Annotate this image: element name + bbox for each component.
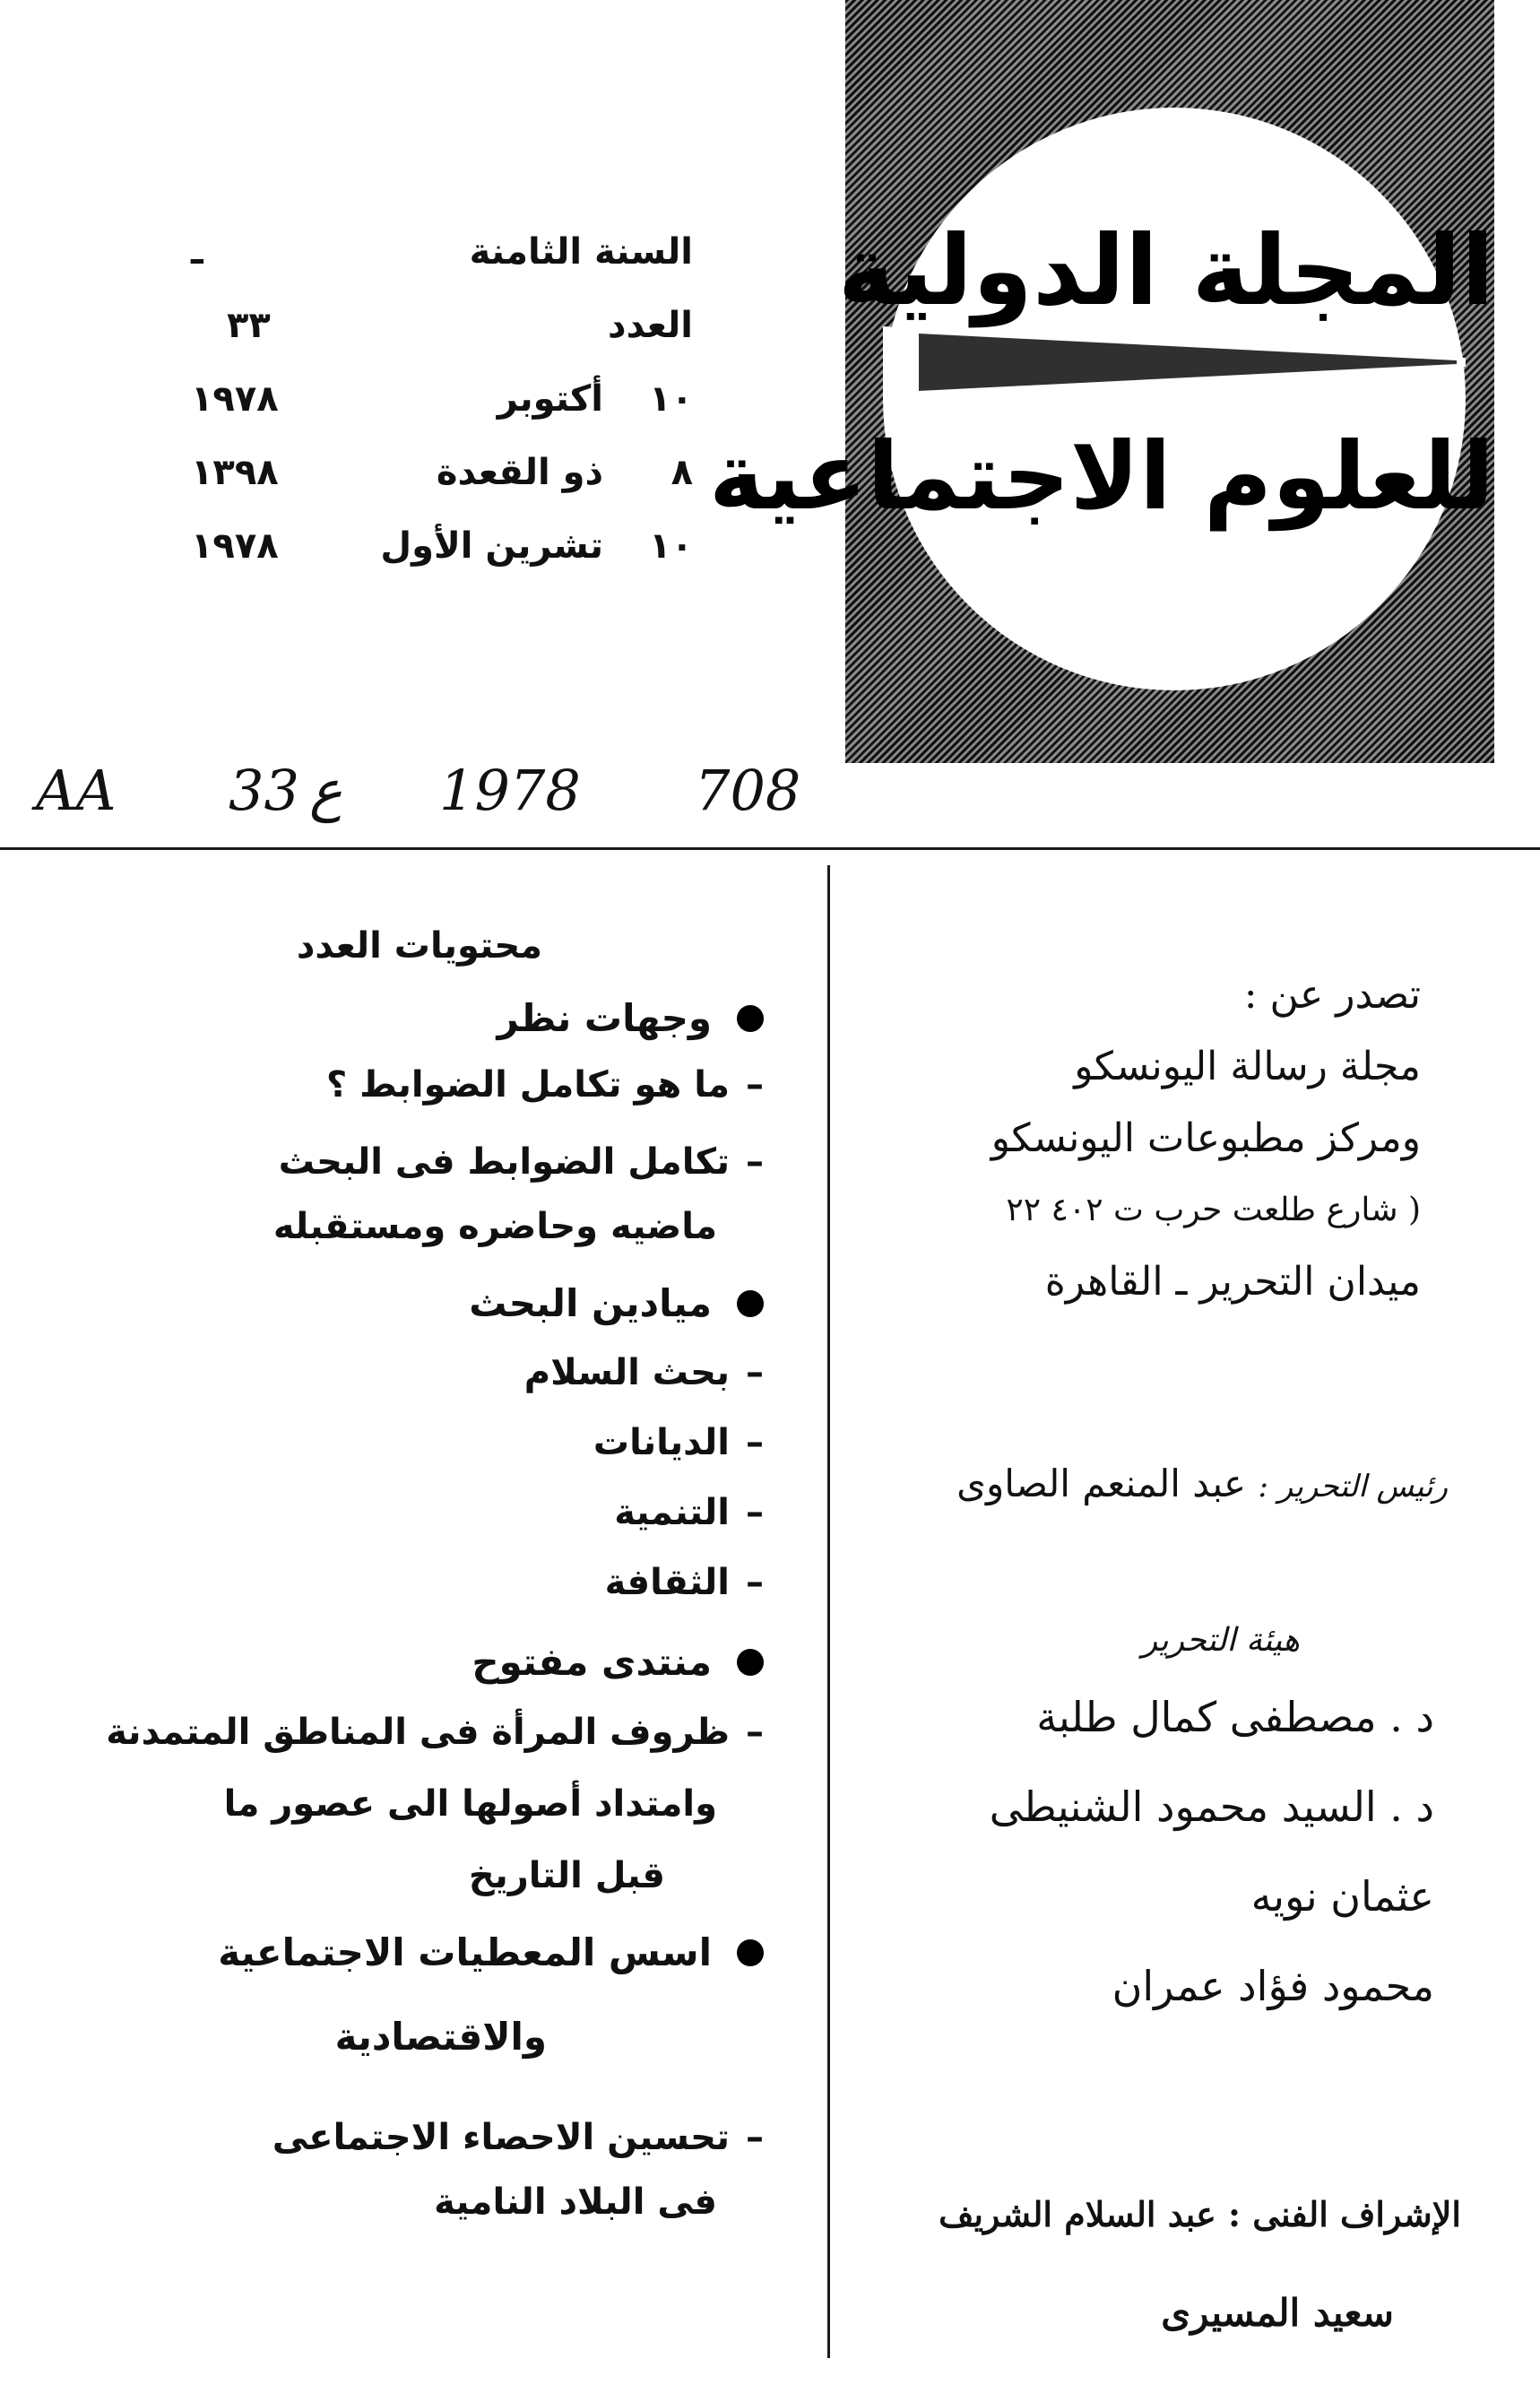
item-line: الثقافة — [604, 1562, 730, 1603]
vertical-divider — [827, 865, 830, 2358]
contents-heading: محتويات العدد — [296, 925, 542, 967]
publisher-line: ميدان التحرير ـ القاهرة — [1044, 1259, 1421, 1305]
tech-name: عبد السلام الشريف — [939, 2194, 1216, 2234]
handwritten-letter: ع — [309, 758, 342, 823]
bullet-icon — [737, 1939, 764, 1966]
issue-date-month: أكتوبر — [497, 378, 603, 420]
contents-section — [161, 984, 780, 1053]
editor-name: عبد المنعم الصاوى — [956, 1461, 1247, 1505]
issue-number-label: العدد — [608, 305, 693, 346]
issue-year-row — [191, 215, 693, 289]
contents-section — [161, 1919, 780, 1987]
bullet-icon — [737, 1005, 764, 1032]
issue-date-year: ١٣٩٨ — [191, 452, 279, 493]
handwritten-issue: 33 — [229, 758, 299, 823]
issue-date-day: ١٠ — [649, 378, 693, 420]
contents-item: –التنمية — [614, 1492, 764, 1533]
publisher-line: ومركز مطبوعات اليونسكو — [991, 1115, 1421, 1161]
item-line: فى البلاد النامية — [434, 2181, 717, 2223]
item-line: التنمية — [614, 1492, 730, 1533]
item-line: قبل التاريخ — [468, 1855, 665, 1896]
issue-year-label: السنة الثامنة — [469, 231, 693, 273]
tech-label: الإشراف الفنى : — [1228, 2194, 1461, 2234]
logo-wedge-shape — [883, 326, 1466, 398]
publisher-line: تصدر عن : — [1243, 972, 1421, 1018]
issue-number-value: ٣٣ — [227, 305, 271, 346]
publisher-line: مجلة رسالة اليونسكو — [1074, 1044, 1421, 1089]
bullet-icon — [737, 1290, 764, 1317]
issue-date-month: ذو القعدة — [436, 452, 603, 493]
board-member: د . مصطفى كمال طلبة — [1036, 1693, 1434, 1741]
issue-date-month: تشرين الأول — [380, 525, 603, 567]
item-line: بحث السلام — [523, 1352, 730, 1393]
publisher-info — [865, 959, 1421, 1318]
journal-logo — [708, 0, 1494, 763]
editor-label: رئيس التحرير : — [1258, 1469, 1448, 1505]
logo-title-line1: المجلة الدولية — [837, 215, 1494, 327]
issue-info — [191, 215, 693, 583]
issue-date-row — [191, 362, 693, 436]
handwritten-number: 708 — [695, 758, 801, 823]
issue-number-row — [191, 289, 693, 362]
item-line: تحسين الاحصاء الاجتماعى — [272, 2117, 730, 2158]
item-line: ما هو تكامل الضوابط ؟ — [325, 1064, 730, 1106]
issue-year-dash: ـ — [191, 231, 203, 273]
handwritten-year: 1978 — [439, 758, 581, 823]
contents-item: –الديانات — [593, 1422, 764, 1463]
publisher-line: ( شارع طلعت حرب ت ٤٠٢ ٢٢ — [1006, 1192, 1421, 1228]
board-member: د . السيد محمود الشنيطى — [989, 1782, 1434, 1831]
logo-title-line2: للعلوم الاجتماعية — [708, 421, 1494, 531]
item-line: وامتداد أصولها الى عصور ما — [223, 1783, 717, 1825]
item-line: ماضيه وحاضره ومستقبله — [273, 1206, 717, 1247]
contents-item: –تحسين الاحصاء الاجتماعى فى البلاد النامية — [161, 2105, 780, 2234]
technical-supervision — [932, 2165, 1461, 2363]
section-title: ميادين البحث — [469, 1281, 712, 1325]
issue-date-row — [191, 509, 693, 583]
section-title-continuation: والاقتصادية — [334, 2015, 547, 2059]
contents-item: –بحث السلام — [523, 1352, 764, 1393]
tech-second-name: سعيد المسيرى — [1161, 2291, 1394, 2335]
board-member: محمود فؤاد عمران — [1112, 1962, 1434, 2010]
contents-item: –تكامل الضوابط فى البحث ماضيه وحاضره ومستقبله — [161, 1130, 780, 1259]
handwritten-code: AA — [36, 758, 117, 823]
bullet-icon — [737, 1649, 764, 1676]
editor-in-chief — [874, 1461, 1448, 1505]
contents-item: –ما هو تكامل الضوابط ؟ — [325, 1064, 764, 1106]
section-title: منتدى مفتوح — [472, 1640, 712, 1684]
issue-date-row — [191, 436, 693, 509]
issue-date-day: ٨ — [671, 452, 693, 493]
table-of-contents — [106, 915, 780, 2234]
item-line: الديانات — [593, 1422, 730, 1463]
board-title: هيئة التحرير — [1141, 1622, 1300, 1659]
logo-circle — [883, 108, 1466, 690]
editorial-board — [896, 1609, 1434, 2031]
section-title: اسس المعطيات الاجتماعية — [218, 1930, 712, 1974]
issue-date-day: ١٠ — [649, 525, 693, 567]
item-line: ظروف المرأة فى المناطق المتمدنة — [106, 1712, 730, 1753]
contents-item: –ظروف المرأة فى المناطق المتمدنة وامتداد أصولها الى عصور ما قبل التاريخ — [161, 1696, 780, 1912]
board-member: عثمان نويه — [1250, 1872, 1434, 1921]
issue-date-year: ١٩٧٨ — [191, 525, 279, 567]
item-line: تكامل الضوابط فى البحث — [278, 1141, 730, 1183]
section-title: وجهات نظر — [497, 996, 712, 1040]
contents-section — [161, 1270, 780, 1338]
tech-supervisor-line — [932, 2165, 1461, 2264]
issue-date-year: ١٩٧٨ — [191, 378, 279, 420]
contents-item: –الثقافة — [604, 1562, 764, 1603]
contents-section — [161, 1628, 780, 1696]
horizontal-divider — [0, 847, 1540, 850]
